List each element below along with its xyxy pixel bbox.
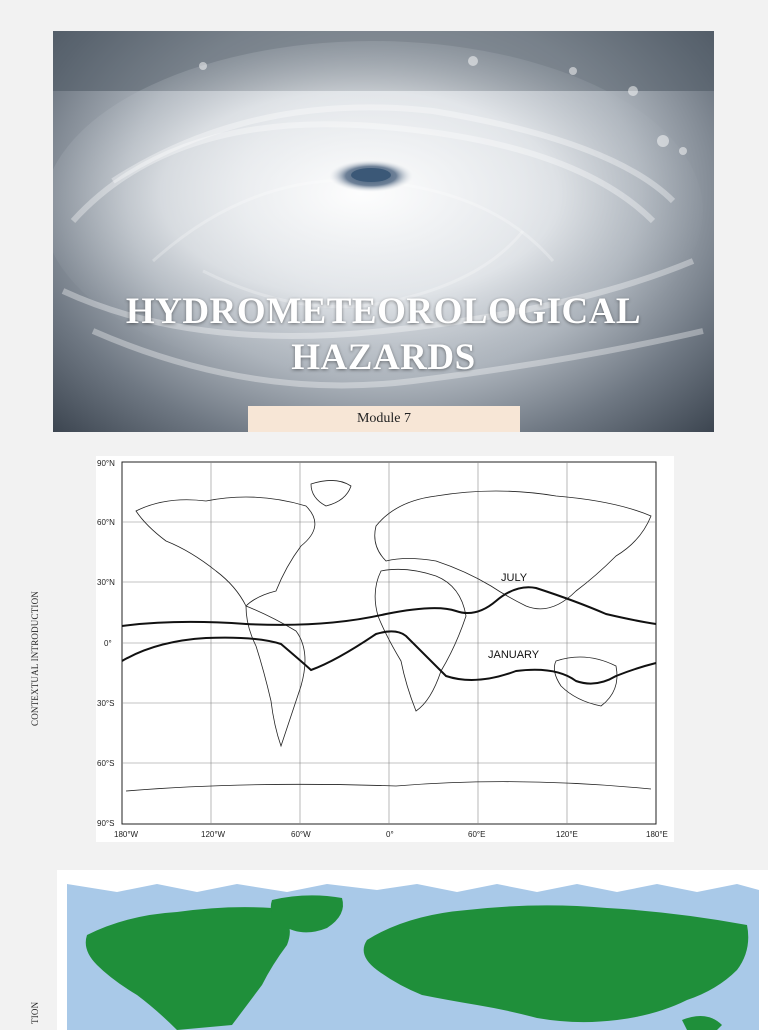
title-line-2: HAZARDS: [291, 337, 476, 378]
title-line-1: HYDROMETEOROLOGICAL: [125, 291, 642, 332]
lon-label: 120°E: [556, 830, 578, 839]
module-label: Module 7: [248, 406, 520, 432]
itcz-map: [96, 456, 674, 842]
lat-label: 30°S: [97, 699, 115, 708]
lon-label: 60°W: [291, 830, 311, 839]
lon-label: 180°E: [646, 830, 668, 839]
lat-label: 30°N: [97, 578, 115, 587]
lon-label: 120°W: [201, 830, 226, 839]
lon-label: 180°W: [114, 830, 139, 839]
itcz-map-svg: [96, 456, 674, 842]
lat-label: 0°: [104, 639, 112, 648]
lat-label: 90°N: [97, 459, 115, 468]
lat-label: 60°N: [97, 518, 115, 527]
lon-label: 60°E: [468, 830, 486, 839]
world-map: [57, 870, 768, 1030]
january-label: JANUARY: [488, 649, 540, 661]
cover-slide: [53, 31, 714, 432]
lat-label: 60°S: [97, 759, 115, 768]
july-label: JULY: [501, 572, 528, 584]
side-label-partial: TION: [30, 1001, 40, 1024]
lon-label: 0°: [386, 830, 394, 839]
world-map-svg: [57, 870, 768, 1030]
lat-label: 90°S: [97, 819, 115, 828]
page-title: [53, 289, 714, 381]
side-label-contextual: CONTEXTUAL INTRODUCTION: [30, 591, 40, 726]
